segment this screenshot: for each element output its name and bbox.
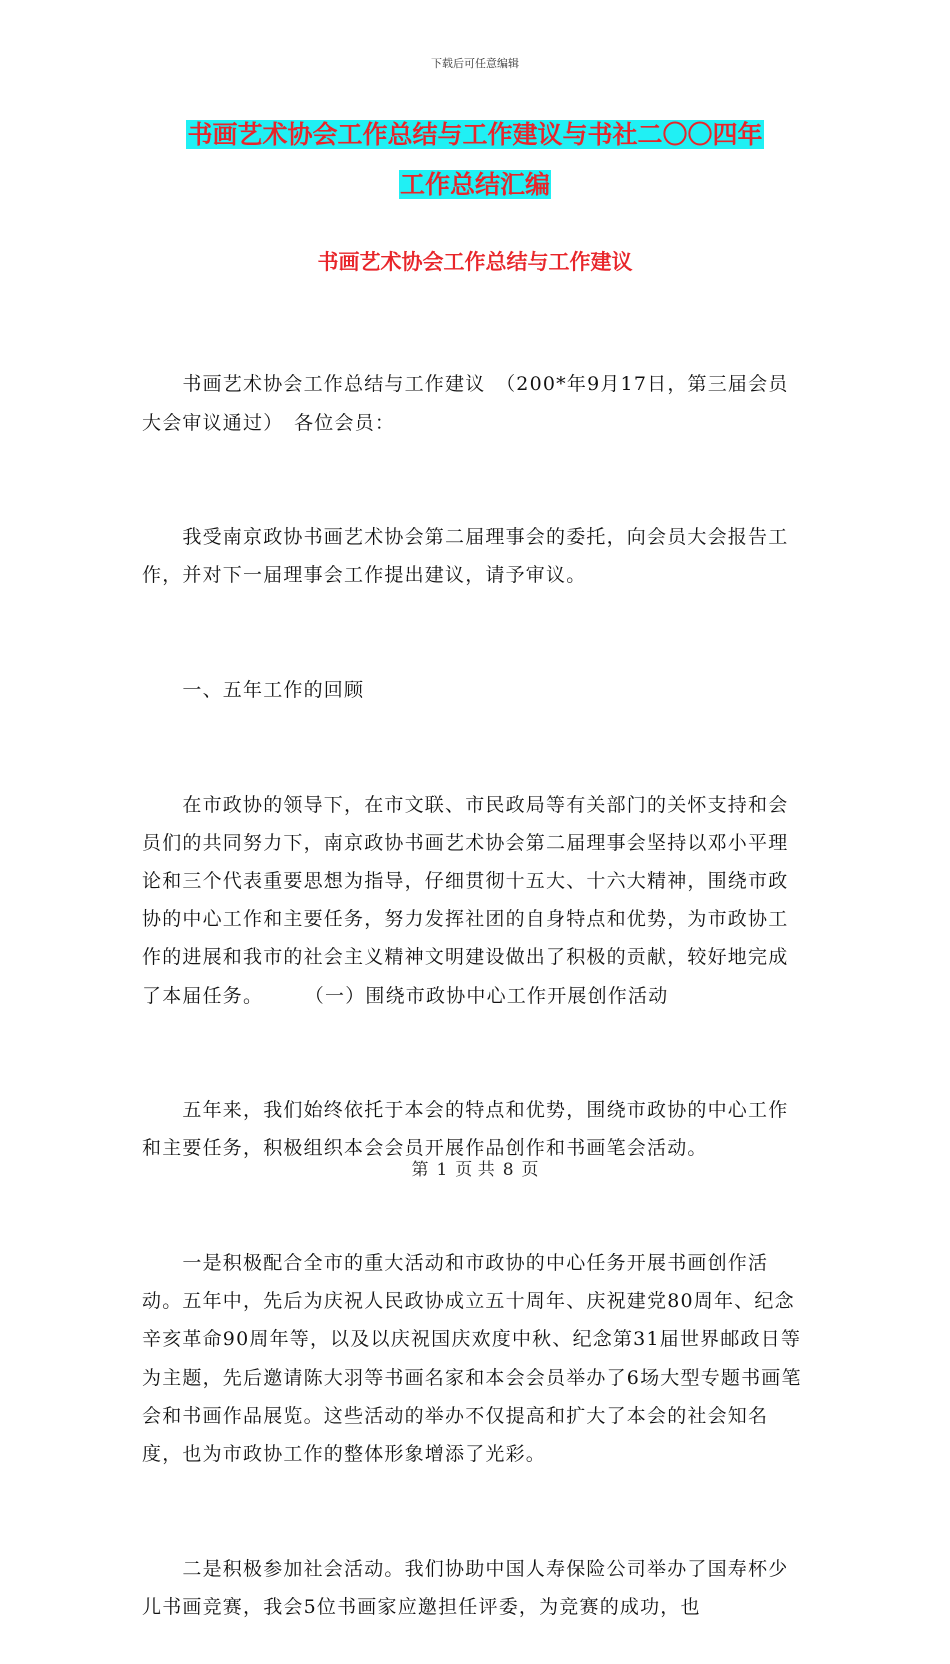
paragraph: 在市政协的领导下，在市文联、市民政局等有关部门的关怀支持和会员们的共同努力下，南京政协书画艺术协会第二届理事会坚持以邓小平理论和三个代表重要思想为指导，仔细贯彻十五大、十六大精神，围绕市政协的中心工作和主要任务，努力发挥社团的自身特点和优势，为市政协工作的进展和我市的社会主义精神文明建设做出了积极的贡献，较好地完成了本届任务。 （一）围绕市政协中心工作开展创作活动 xyxy=(142,793,789,1007)
footer-prefix: 第 xyxy=(411,1160,429,1180)
title-line-2: 工作总结汇编 xyxy=(399,170,550,199)
paragraph: 一是积极配合全市的重大活动和市政协的中心任务开展书画创作活动。五年中，先后为庆祝人民政协成立五十周年、庆祝建党80周年、纪念辛亥革命90周年等，以及以庆祝国庆欢度中秋、纪念第31届世界邮政日等为主题，先后邀请陈大羽等书画名家和本会会员举办了6场大型专题书画笔会和书画作品展览。这些活动的举办不仅提高和扩大了本会的社会知名度，也为市政协工作的整体形象增添了光彩。 xyxy=(142,1252,802,1466)
page-total: 8 xyxy=(502,1160,514,1180)
page-number: 1 xyxy=(436,1160,448,1180)
footer-suffix: 页 xyxy=(521,1160,539,1180)
header-note: 下载后可任意编辑 xyxy=(431,57,519,70)
paragraph: 二是积极参加社会活动。我们协助中国人寿保险公司举办了国寿杯少儿书画竞赛，我会5位书画家应邀担任评委，为竞赛的成功，也 xyxy=(142,1557,789,1618)
section-title: 书画艺术协会工作总结与工作建议 xyxy=(317,249,633,274)
title-line-1: 书画艺术协会工作总结与工作建议与书社二〇〇四年 xyxy=(187,120,763,149)
paragraph: 五年来，我们始终依托于本会的特点和优势，围绕市政协的中心工作和主要任务，积极组织本会会员开展作品创作和书画笔会活动。 xyxy=(142,1099,789,1160)
paragraph: 我受南京政协书画艺术协会第二届理事会的委托，向会员大会报告工作，并对下一届理事会工作提出建议，请予审议。 xyxy=(142,526,789,587)
document-title xyxy=(0,110,950,210)
paragraph: 一、五年工作的回顾 xyxy=(142,679,365,702)
document-body xyxy=(142,289,808,1664)
page-footer xyxy=(0,1155,950,1180)
footer-mid: 页 共 xyxy=(455,1160,495,1180)
paragraph: 书画艺术协会工作总结与工作建议 （200*年9月17日，第三届会员大会审议通过） 各位会员： xyxy=(142,373,789,434)
